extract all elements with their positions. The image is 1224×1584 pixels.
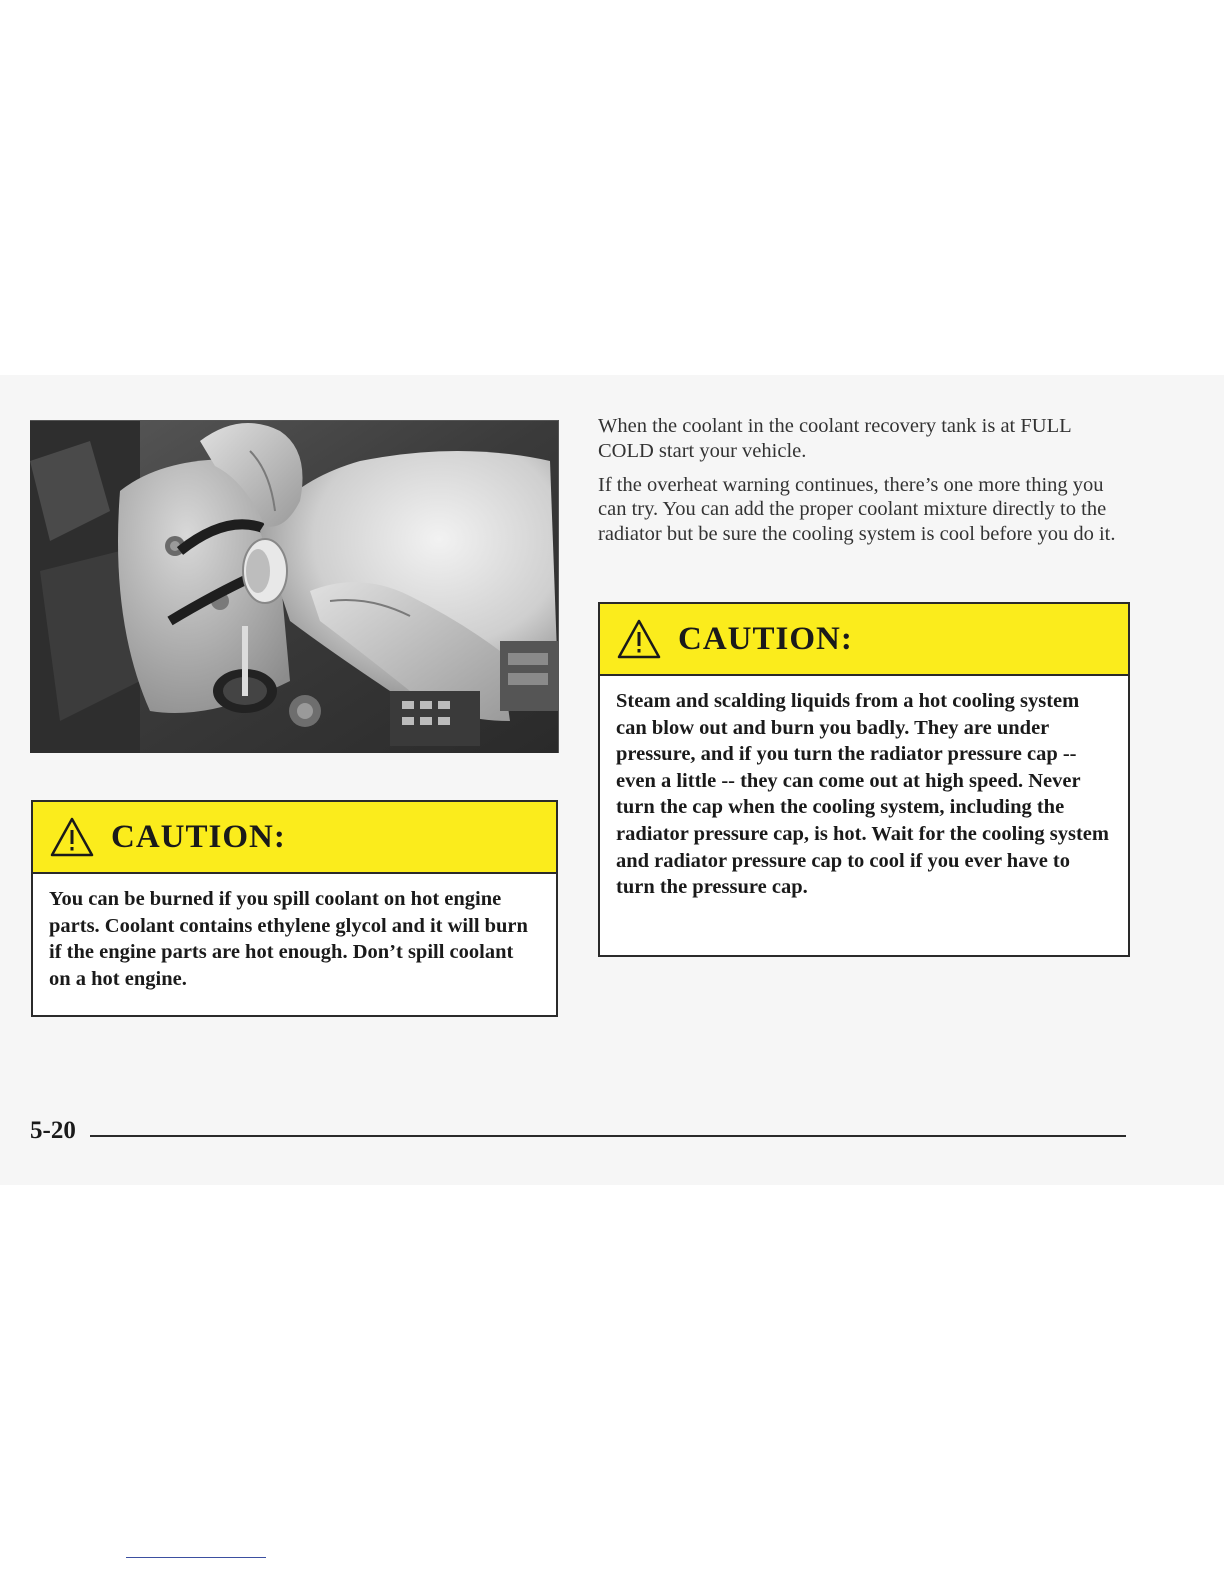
warning-triangle-icon — [616, 618, 662, 660]
bottom-rule — [126, 1557, 266, 1558]
caution-text: Steam and scalding liquids from a hot cooling system can blow out and burn you badly. They are under pressure, and if you turn the radiator pressure cap -- even a little -- they can come out at high speed. Never turn the cap when the cooling system, including the radiator pressure cap, is hot. Wait for the cooling system and radiator pressure cap to cool if you ever have to turn the pressure cap. — [616, 690, 1109, 899]
caution-text: You can be burned if you spill coolant on hot engine parts. Coolant contains ethylene glycol and it will burn if the engine parts are hot enough. Don’t spill coolant on a hot engine. — [49, 888, 528, 990]
paragraph-overheat-warning: If the overheat warning continues, there’s one more thing you can try. You can add the proper coolant mixture directly to the radiator but be sure the cooling system is cool before you do it. — [598, 473, 1116, 546]
caution-title: CAUTION: — [678, 620, 853, 657]
caution-header — [33, 802, 556, 874]
coolant-pouring-photo — [30, 420, 559, 753]
page-number: 5-20 — [30, 1117, 76, 1144]
caution-box-coolant-burn — [31, 800, 558, 1017]
caution-title: CAUTION: — [111, 818, 286, 855]
caution-header — [600, 604, 1128, 676]
body-text — [598, 414, 1118, 556]
paragraph-full-cold: When the coolant in the coolant recovery tank is at FULL COLD start your vehicle. — [598, 415, 1071, 462]
caution-box-steam-scalding — [598, 602, 1130, 957]
warning-triangle-icon — [49, 816, 95, 858]
footer-rule — [90, 1135, 1126, 1137]
